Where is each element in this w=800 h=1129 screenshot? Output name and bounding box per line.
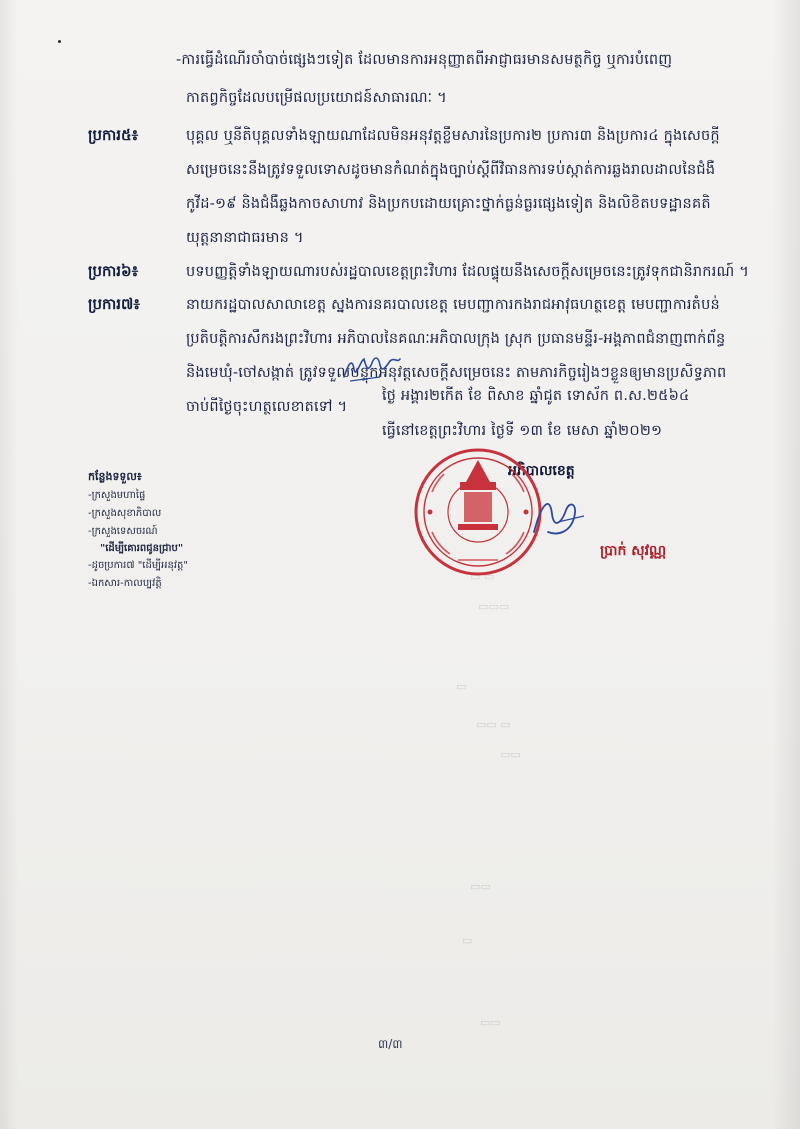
article-6-label: ប្រការ៦៖ [88,262,139,280]
article-7-line-2: ប្រតិបត្តិការសឹករងព្រះវិហារ អភិបាលនៃគណៈអភិបាលក្រុង ស្រុក ប្រធានមន្ទីរ-អង្គភាពជំនាញពាក់ព័ន្ធ [186,331,726,347]
bleed-through-mark: ▭▭ [470,880,491,893]
recipient-note: "ដើម្បីគោរពជូនជ្រាប" [100,543,184,554]
article-5-line-3: កូវីដ-១៩ និងជំងឺឆ្លងកាចសាហាវ និងប្រកបដោយគ្រោះថ្នាក់ធ្ងន់ធ្ងរផ្សេងទៀត និងលិខិតបទដ្ឋានគតិ [186,196,711,212]
article-5-label: ប្រការ៥៖ [88,126,139,144]
intro-line-2: កាតព្វកិច្ចដែលបម្រើផលប្រយោជន៍សាធារណៈ ។ [186,90,447,106]
scan-shadow-right [772,0,800,1129]
page-number: ៣/៣ [378,1037,403,1051]
article-5-line-1: បុគ្គល ឬនីតិបុគ្គលទាំងឡាយណាដែលមិនអនុវត្តខ្លឹមសារនៃប្រការ២ ប្រការ៣ និងប្រការ៤ ក្នុងសេចក្តី [186,128,720,144]
scan-shadow-left [0,0,18,1129]
recipients-title: កន្លែងទទួល៖ [88,470,142,483]
bleed-through-mark: ▭▭ [480,1016,501,1029]
article-7-line-4: ចាប់ពីថ្ងៃចុះហត្ថលេខាតទៅ ។ [186,399,348,415]
intro-line-1: -ការធ្វើដំណើរចាំបាច់ផ្សេងៗទៀត ដែលមានការអនុញ្ញាតពីអាជ្ញាធរមានសមត្ថកិច្ច ឬការបំពេញ [176,52,673,68]
bleed-through-mark: ▭▭ [500,748,521,761]
governor-signature [528,492,588,542]
governor-name: ប្រាក់ សុវណ្ណ [600,543,667,559]
date-lunar: ថ្ងៃ អង្គារ២កើត ខែ ពិសាខ ឆ្នាំជូត ទោស័ក ព.ស.២៥៦៤ [382,388,690,404]
scan-speck [58,40,61,43]
date-solar: ធ្វើនៅខេត្តព្រះវិហារ ថ្ងៃទី ១៣ ខែ មេសា ឆ្នាំ២០២១ [382,423,663,439]
recipient-item: -ក្រសួងទេសចរណ៍ [88,526,158,537]
bleed-through-mark: ▭▭ ▭ [476,718,511,731]
recipient-item: -ឯកសារ-កាលប្បវត្តិ [88,578,162,589]
initial-signature-mark [340,347,402,389]
bleed-through-mark: ▭ [456,680,467,693]
article-5-line-2: សម្រេចនេះនឹងត្រូវទទួលទោសដូចមានកំណត់ក្នុងច្បាប់ស្តីពីវិធានការទប់ស្កាត់ការឆ្លងរាលដាលនៃជំងឺ [186,162,716,178]
article-7-line-1: នាយករដ្ឋបាលសាលាខេត្ត ស្នងការនគរបាលខេត្ត មេបញ្ជាការកងរាជអាវុធហត្ថខេត្ត មេបញ្ជាការតំបន់ [186,297,720,313]
bleed-through-mark: ▭ ▭ [470,570,495,583]
official-seal-stamp [408,442,548,582]
article-5-line-4: យុត្តនានាជាធរមាន ។ [186,230,304,246]
article-6-line-1: បទបញ្ញត្តិទាំងឡាយណារបស់រដ្ឋបាលខេត្តព្រះវិហារ ដែលផ្ទុយនឹងសេចក្តីសម្រេចនេះត្រូវទុកជានិរាករណ៍ ។ [186,264,749,280]
recipient-item: -ក្រសួងសុខាភិបាល [88,508,162,519]
bleed-through-mark: ▭▭▭ [478,600,510,613]
article-7-label: ប្រការ៧៖ [88,295,140,313]
article-7-line-3: និងមេឃុំ-ចៅសង្កាត់ ត្រូវទទួលបន្ទុកអនុវត្តសេចក្តីសម្រេចនេះ តាមភារកិច្ចរៀងៗខ្លួនឲ្យមានប្រសិទ្ធភាព [186,365,727,381]
recipient-item: -ក្រសួងមហាផ្ទៃ [88,490,146,501]
governor-title: អភិបាលខេត្ត [508,463,575,479]
recipient-item: -ដូចប្រការ៧ "ដើម្បីអនុវត្ត" [88,560,188,571]
bleed-through-mark: ▭ [462,934,473,947]
